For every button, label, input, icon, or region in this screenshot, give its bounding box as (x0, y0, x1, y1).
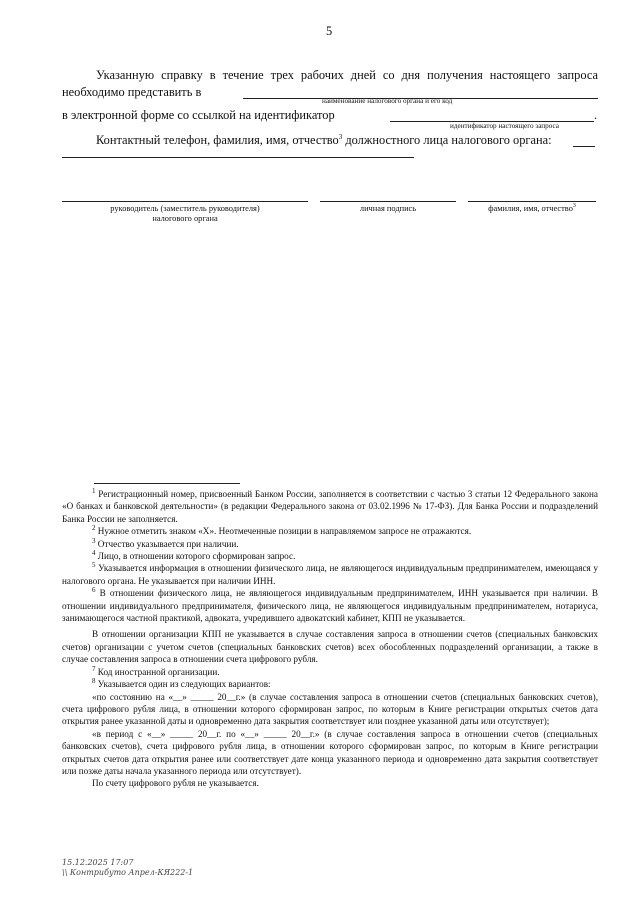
footnote-4 (62, 550, 598, 562)
footnote-number: 8 (92, 677, 96, 686)
footnote-separator (94, 483, 240, 484)
head-caption-line-1: руководитель (заместитель руководителя) (110, 204, 260, 213)
authority-caption: наименование налогового органа и его код (322, 97, 453, 105)
full-name-caption (468, 204, 596, 213)
request-line-2: необходимо представить в (62, 85, 202, 99)
footnote-number: 6 (92, 586, 96, 595)
footnote-2 (62, 525, 598, 537)
head-caption (62, 204, 308, 224)
stamp-datetime: 15.12.2025 17:07 (62, 858, 134, 867)
contact-blank-line-1 (573, 146, 595, 147)
footnote-text: Код иностранной организации. (95, 666, 220, 677)
footnote-text: Лицо, в отношении которого сформирован запрос. (95, 551, 296, 562)
footnote-8 (62, 678, 598, 690)
footnote-ref: 3 (572, 203, 576, 210)
contact-line (96, 133, 552, 148)
footnote-5 (62, 562, 598, 587)
personal-signature-caption: личная подпись (359, 204, 417, 213)
head-signature-line (62, 201, 308, 202)
footnote-8-note: По счету цифрового рубля не указывается. (92, 778, 259, 789)
footnote-number: 3 (92, 536, 96, 545)
footnote-text: Указывается один из следующих вариантов: (95, 679, 271, 690)
footnote-text: Нужное отметить знаком «X». Неотмеченные позиции в направляемом запросе не отражаются. (95, 526, 472, 537)
footnote-1 (62, 488, 598, 525)
footnotes (62, 488, 598, 790)
footnote-number: 7 (92, 664, 96, 673)
footnote-number: 1 (92, 486, 96, 495)
head-caption-line-2: налогового органа (152, 214, 218, 223)
footnote-ref: 3 (338, 132, 343, 141)
stamp-code: \\ Контрибуто Апрел-КЯ222-1 (62, 868, 194, 877)
footnote-text: Регистрационный номер, присвоенный Банком России, заполняется в соответствии с частью 3 статьи 12 Федерального закона «О банках и банковской деятельности» (в редакции Федерального закона от 03.02.1996 № 17-ФЗ). Для Банка России и подразделений Банка России не заполняется. (62, 489, 598, 524)
footnote-number: 4 (92, 548, 96, 557)
footnote-6 (62, 587, 598, 624)
full-name-text: фамилия, имя, отчество (488, 204, 573, 213)
full-name-line (468, 201, 596, 202)
contact-label-end: должностного лица налогового органа: (342, 133, 552, 147)
footnote-text: В отношении физического лица, не являющегося индивидуальным предпринимателем, ИНН указывается при наличии. В отношении индивидуального предпринимателя, физического лица, не являющегося индивидуальным предпринимателем, нотариуса, занимающегося частной практикой, адвоката, учредившего адвокатский кабинет, КПП не указывается. (62, 588, 598, 624)
footnote-7 (62, 666, 598, 678)
footnote-text: Отчество указывается при наличии. (95, 538, 239, 549)
contact-blank-line-2 (62, 157, 414, 158)
footnote-number: 2 (92, 524, 96, 533)
footnote-number: 5 (92, 561, 96, 570)
footnote-8-option-2: «в период с «__» _____ 20__г. по «__» _____ 20__г.» (в случае составления запроса в отношении счетов (специальных банковских счетов), счета цифрового рубля лица, в отношении которого сформирован запрос, по которым в Книге регистрации открытых счетов дата открытия ранее или соответствует дате конца указанного периода и одновременно дата закрытия соответствует или позже даты начала указанного периода или отсутствует). (62, 728, 598, 776)
footnote-6-continued: В отношении организации КПП не указывается в случае составления запроса в отношении счетов (специальных банковских счетов) организации с учетом счетов (специальных банковских счетов) всех обособленных подразделений организации, а также в случае составления запроса в отношении счета цифрового рубля. (62, 629, 598, 665)
footnote-8-option-1: «по состоянию на «__» _____ 20__г.» (в случае составления запроса в отношении счетов (специальных банковских счетов), счета цифрового рубля лица, в отношении которого сформирован запрос, по которым в Книге регистрации открытых счетов дата открытия ранее указанной даты и одновременно дата закрытия соответствует или позднее указанной даты или отсутствует); (62, 691, 598, 727)
request-line-3: в электронной форме со ссылкой на идентификатор (62, 108, 335, 122)
request-line-3-end: . (594, 108, 598, 122)
document-stamp (62, 858, 193, 878)
contact-label: Контактный телефон, фамилия, имя, отчество (96, 133, 339, 147)
identifier-caption: идентификатор настоящего запроса (450, 122, 559, 130)
request-line-1: Указанную справку в течение трех рабочих дней со дня получения настоящего запроса (96, 68, 598, 82)
footnote-text: Указывается информация в отношении физического лица, не являющегося индивидуальным предпринимателем, имеющаяся у налогового органа. Не указывается при наличии ИНН. (62, 563, 598, 586)
personal-signature-line (320, 201, 456, 202)
page-number: 5 (326, 24, 333, 38)
footnote-3 (62, 538, 598, 550)
